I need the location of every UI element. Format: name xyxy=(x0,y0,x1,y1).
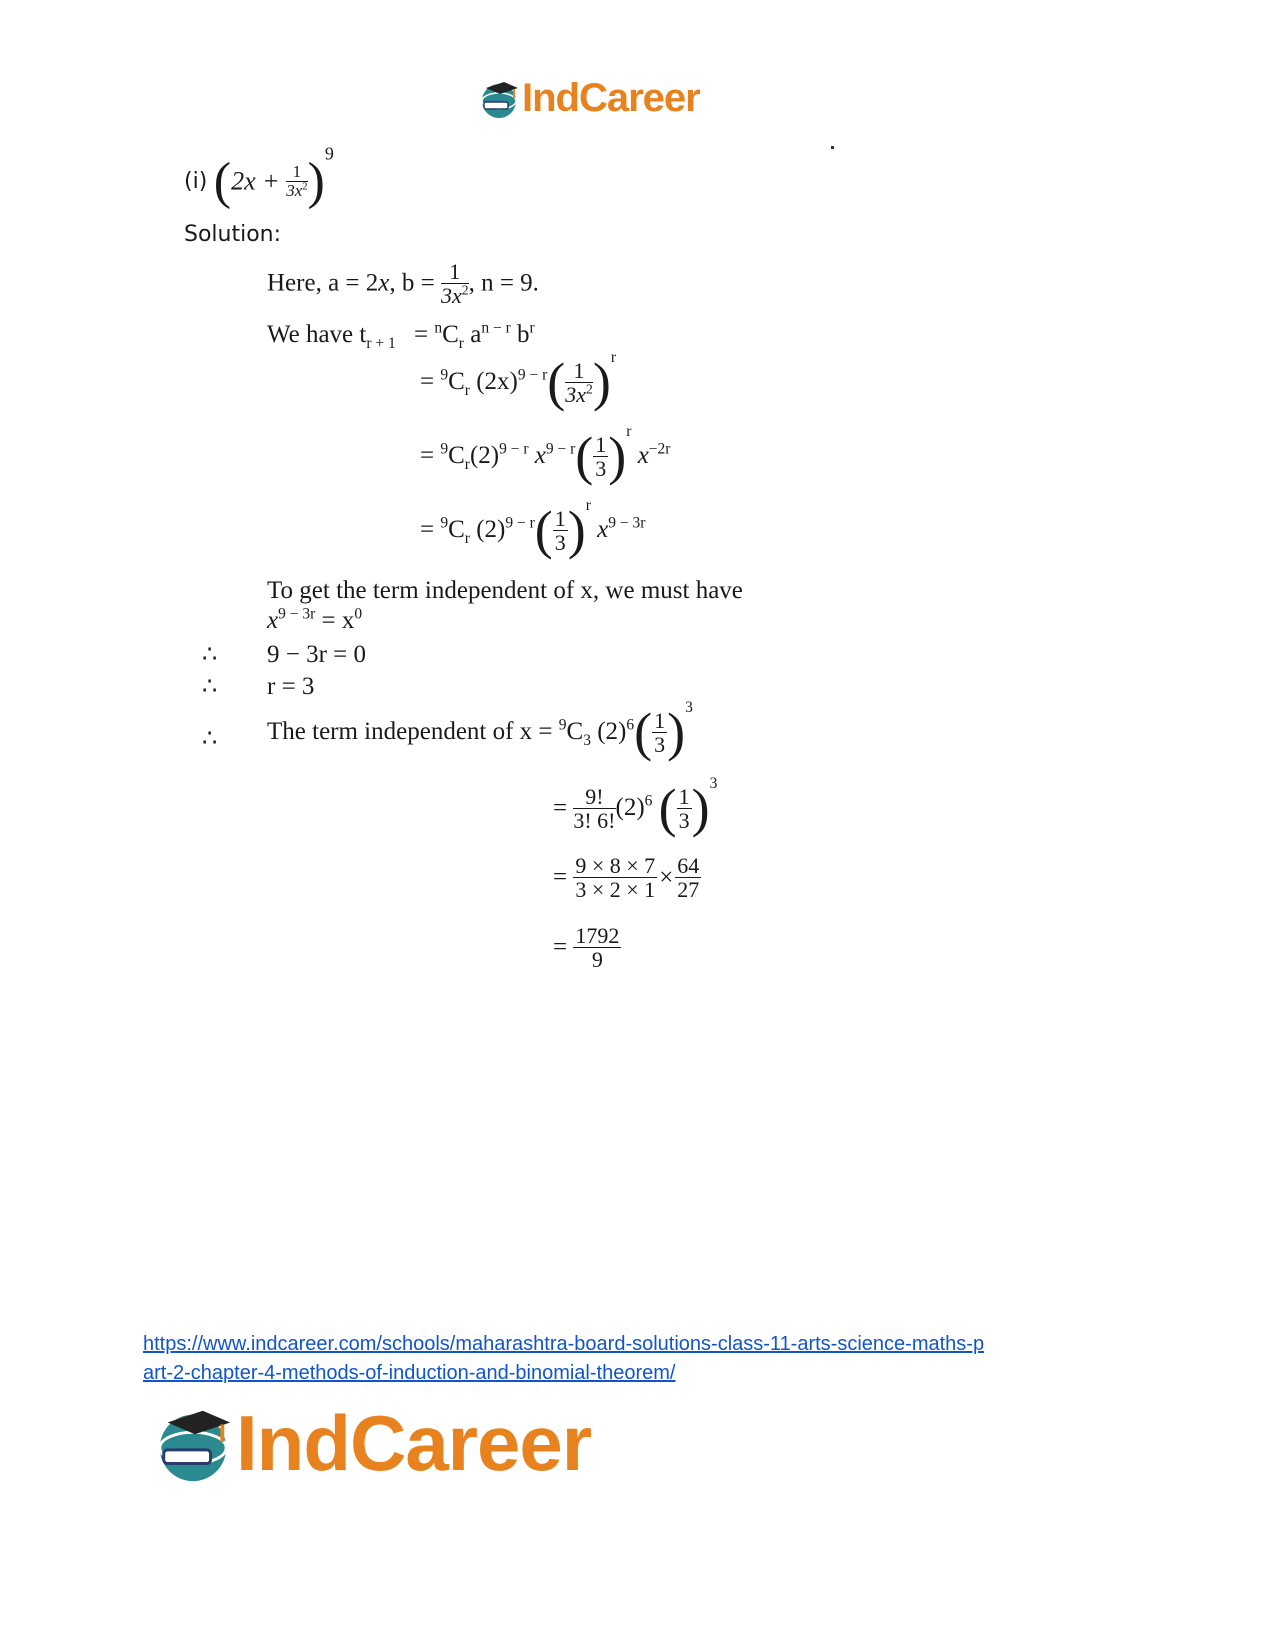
we-have-sup-nr: n − r xyxy=(481,319,511,337)
we-have-sup-r: r xyxy=(529,319,535,337)
line2-den: 3x xyxy=(565,381,587,407)
r1-fraction-2 xyxy=(677,785,692,832)
line4-outer: r xyxy=(585,497,591,514)
line4-sup2: 9 − 3r xyxy=(608,514,646,532)
line3-lparen: ( xyxy=(575,426,594,487)
here-suffix: , n = 9. xyxy=(468,269,539,297)
footer-logo xyxy=(152,1398,591,1489)
term-body: (2) xyxy=(590,718,627,746)
here-den: 3x xyxy=(441,283,462,309)
here-prefix: Here, a = 2 xyxy=(267,269,379,297)
fraction-denominator: 3x xyxy=(286,181,303,200)
term-sub3: 3 xyxy=(583,732,591,750)
r1-body: (2) xyxy=(615,794,645,822)
r1-rparen: ) xyxy=(691,778,710,839)
line3-outer: r xyxy=(626,423,632,440)
question-label: (i) xyxy=(184,169,208,194)
r1-fraction xyxy=(573,785,615,832)
term-sup9: 9 xyxy=(558,716,567,734)
header-brand-text: IndCareer xyxy=(522,76,700,120)
here-den-exp: 2 xyxy=(461,282,469,298)
line4-rparen: ) xyxy=(567,500,586,561)
x-eq-sup: 9 − 3r xyxy=(278,605,316,623)
line2-sup: 9 − r xyxy=(517,366,548,384)
line4-sup9: 9 xyxy=(440,514,449,532)
line4-fraction xyxy=(553,507,568,554)
line3-x2: x xyxy=(631,442,649,470)
term-outer: 3 xyxy=(685,699,693,716)
term-c: C xyxy=(566,718,584,746)
line3-sup9: 9 xyxy=(440,440,449,458)
line2-num: 1 xyxy=(565,359,593,383)
step-x-eq xyxy=(267,606,362,636)
line2-rparen: ) xyxy=(592,352,611,413)
step-line-2 xyxy=(420,349,616,413)
line2-sub-r: r xyxy=(464,382,470,400)
globe-cap-icon xyxy=(152,1403,234,1485)
r3-eq: = xyxy=(553,933,574,961)
therefore-1: ∴ xyxy=(202,642,218,668)
we-have-eq: = xyxy=(414,321,435,348)
line4-den: 3 xyxy=(554,529,566,555)
r1-num2: 1 xyxy=(678,783,690,809)
fraction-numerator: 1 xyxy=(286,163,307,182)
line3-fraction xyxy=(593,433,608,480)
line2-lparen: ( xyxy=(547,352,566,413)
here-num: 1 xyxy=(441,260,469,284)
line4-x: x xyxy=(590,516,609,544)
line3-sup3: −2r xyxy=(648,440,671,458)
line3-c: C xyxy=(448,442,465,470)
we-have-sub-r: r xyxy=(458,335,464,352)
therefore-3: ∴ xyxy=(202,726,218,752)
question-expr-left: 2x + xyxy=(231,166,280,196)
line4-sup1: 9 − r xyxy=(505,514,535,532)
here-x: x xyxy=(378,269,390,297)
step-eq2: r = 3 xyxy=(267,673,315,700)
r1-den2: 3 xyxy=(678,807,690,833)
fraction-denominator-exponent: 2 xyxy=(302,181,308,193)
step-result-1 xyxy=(553,775,718,839)
line4-lparen: ( xyxy=(534,500,553,561)
line3-sub-r: r xyxy=(464,456,470,474)
step-line-3 xyxy=(420,423,671,487)
footer-link-line-2[interactable]: art-2-chapter-4-methods-of-induction-and-binomial-theorem/ xyxy=(143,1362,676,1384)
r1-outer: 3 xyxy=(709,775,718,792)
we-have-a: a xyxy=(463,321,482,348)
line3-x: x xyxy=(528,442,546,470)
r1-sup6: 6 xyxy=(644,792,653,810)
line2-c: C xyxy=(448,368,465,396)
step-eq1: 9 − 3r = 0 xyxy=(267,641,367,668)
line2-eq: = xyxy=(420,368,441,396)
term-sup6: 6 xyxy=(626,716,635,734)
footer-brand-text: IndCareer xyxy=(236,1399,592,1487)
step-to-get: To get the term independent of x, we must have xyxy=(267,577,743,604)
r2-times: × xyxy=(659,863,674,891)
right-paren: ) xyxy=(307,153,325,210)
term-text: The term independent of x = xyxy=(267,718,559,746)
solution-label: Solution: xyxy=(184,222,282,247)
line2-body: (2x) xyxy=(469,368,518,396)
r1-den: 3! 6! xyxy=(573,807,616,833)
line3-body: (2) xyxy=(469,442,500,470)
line4-c: C xyxy=(448,516,465,544)
step-here xyxy=(267,260,539,307)
step-result-3 xyxy=(553,924,621,971)
r3-den: 9 xyxy=(591,947,603,973)
line3-den: 3 xyxy=(595,455,607,481)
line2-fraction xyxy=(565,359,593,406)
question-fraction xyxy=(286,163,307,200)
footer-link-line-1[interactable]: https://www.indcareer.com/schools/maharashtra-board-solutions-class-11-arts-science-maths-p xyxy=(143,1333,985,1355)
term-fraction xyxy=(652,709,667,756)
question-expression xyxy=(184,143,334,211)
r2-fraction-2 xyxy=(675,854,701,901)
line3-sup1: 9 − r xyxy=(499,440,529,458)
r1-lparen: ( xyxy=(658,778,677,839)
term-rparen: ) xyxy=(667,702,686,763)
x-eq-sup0: 0 xyxy=(354,605,363,623)
question-power: 9 xyxy=(324,143,334,164)
step-line-4 xyxy=(420,497,646,561)
term-num: 1 xyxy=(654,707,666,733)
we-have-b: b xyxy=(510,321,530,348)
here-fraction xyxy=(441,260,469,307)
line4-num: 1 xyxy=(554,505,566,531)
therefore-2: ∴ xyxy=(202,674,218,700)
footer-link[interactable] xyxy=(143,1330,984,1388)
r2-den2: 27 xyxy=(677,877,700,903)
r3-fraction xyxy=(573,924,621,971)
x-eq-x: x xyxy=(267,607,279,634)
r2-eq: = xyxy=(553,863,574,891)
r2-num: 9 × 8 × 7 xyxy=(575,853,656,878)
header-logo xyxy=(478,76,700,121)
step-result-2 xyxy=(553,854,701,901)
line4-sub-r: r xyxy=(464,530,470,548)
we-have-sub: r + 1 xyxy=(366,335,396,352)
line3-eq: = xyxy=(420,442,441,470)
line2-outer: r xyxy=(610,349,616,366)
we-have-sup-n: n xyxy=(434,319,443,337)
line3-rparen: ) xyxy=(608,426,627,487)
here-b-eq: , b = xyxy=(389,269,435,297)
r1-eq: = xyxy=(553,794,574,822)
x-eq-eq: = x xyxy=(315,607,355,634)
left-paren: ( xyxy=(213,153,232,210)
r2-num2: 64 xyxy=(677,853,700,878)
r3-num: 1792 xyxy=(575,923,620,948)
step-term xyxy=(267,699,693,763)
line2-sup9: 9 xyxy=(440,366,449,384)
term-den: 3 xyxy=(654,731,666,757)
line2-den-exp: 2 xyxy=(586,381,593,397)
step-we-have xyxy=(267,320,535,350)
r2-den: 3 × 2 × 1 xyxy=(575,877,656,903)
r2-fraction xyxy=(573,854,657,901)
line4-body: (2) xyxy=(469,516,506,544)
line3-num: 1 xyxy=(595,431,607,457)
stray-dot xyxy=(831,146,834,149)
r1-num: 9! xyxy=(573,785,615,809)
line3-sup2: 9 − r xyxy=(545,440,576,458)
globe-cap-icon xyxy=(478,78,520,120)
we-have-prefix: We have t xyxy=(267,321,367,348)
line4-eq: = xyxy=(420,516,441,544)
we-have-c: C xyxy=(442,321,459,348)
term-lparen: ( xyxy=(634,702,653,763)
